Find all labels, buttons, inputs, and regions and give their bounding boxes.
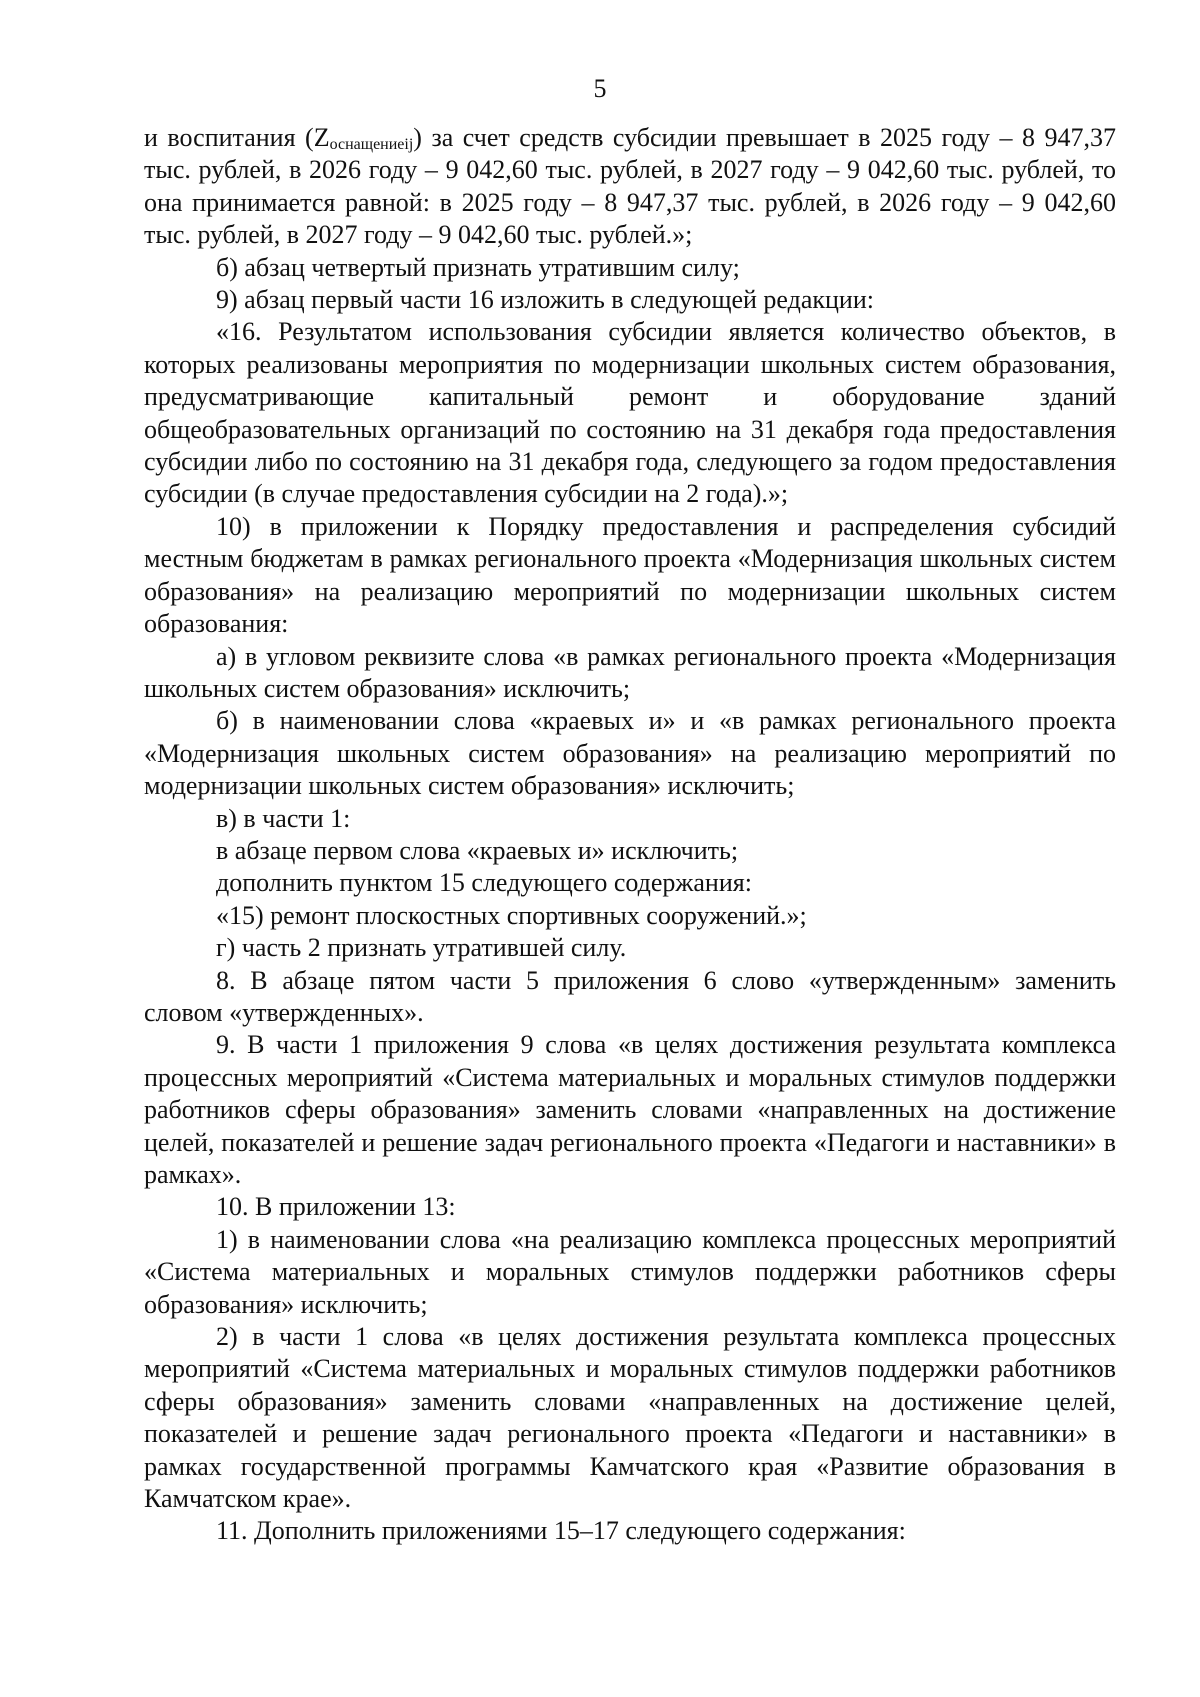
paragraph: 9) абзац первый части 16 изложить в следующей редакции:: [216, 285, 874, 315]
paragraph: в) в части 1:: [216, 803, 351, 833]
paragraph: в абзаце первом слова «краевых и» исключить;: [216, 835, 739, 865]
paragraph: 1) в наименовании слова «на реализацию комплекса процессных мероприятий «Система материальных и моральных стимулов поддержки работников сферы образования» исключить;: [144, 1224, 1116, 1319]
subscript-index: оснащениеij: [329, 136, 414, 153]
paragraph: б) в наименовании слова «краевых и» и «в рамках регионального проекта «Модернизация школьных систем образования» на реализацию мероприятий по модернизации школьных систем образования» исключить;: [144, 706, 1116, 801]
paragraph-text: ) за счет средств субсидии превышает в 2025 году – 8 947,37 тыс. рублей, в 2026 году – 9 042,60 тыс. рублей, в 2027 году – 9 042,60 тыс. рублей, то она принимается равной: в 2025 году – 8 947,37 тыс. рублей, в 2026 году – 9 042,60 тыс. рублей, в 2027 году – 9 042,60 тыс. рублей.»;: [144, 123, 1117, 250]
paragraph: 8. В абзаце пятом части 5 приложения 6 слово «утвержденным» заменить словом «утвержденных».: [144, 965, 1116, 1027]
paragraph: б) абзац четвертый признать утратившим силу;: [216, 252, 740, 282]
paragraph-text-start: и воспитания (Z: [144, 123, 330, 152]
paragraph: 10. В приложении 13:: [216, 1192, 456, 1222]
paragraph: 11. Дополнить приложениями 15–17 следующего содержания:: [216, 1516, 906, 1546]
paragraph: [144, 122, 1116, 252]
paragraph: а) в угловом реквизите слова «в рамках регионального проекта «Модернизация школьных систем образования» исключить;: [144, 641, 1116, 703]
paragraph: 10) в приложении к Порядку предоставления и распределения субсидий местным бюджетам в рамках регионального проекта «Модернизация школьных систем образования» на реализацию мероприятий по модернизации школьных систем образования:: [144, 511, 1116, 639]
paragraph: дополнить пунктом 15 следующего содержания:: [216, 868, 752, 898]
paragraph: «15) ремонт плоскостных спортивных сооружений.»;: [216, 900, 807, 930]
document-body: [144, 122, 1116, 1548]
paragraph: 9. В части 1 приложения 9 слова «в целях достижения результата комплекса процессных мероприятий «Система материальных и моральных стимулов поддержки работников сферы образования» заменить словами «направленных на достижение целей, показателей и решение задач регионального проекта «Педагоги и наставники» в рамках».: [144, 1030, 1116, 1189]
paragraph: г) часть 2 признать утратившей силу.: [216, 933, 627, 963]
paragraph: 2) в части 1 слова «в целях достижения результата комплекса процессных мероприятий «Система материальных и моральных стимулов поддержки работников сферы образования» заменить словами «направленных на достижение целей, показателей и решение задач регионального проекта «Педагоги и наставники» в рамках государственной программы Камчатского края «Развитие образования в Камчатском крае».: [144, 1322, 1116, 1514]
page-number: 5: [593, 74, 607, 103]
paragraph: «16. Результатом использования субсидии является количество объектов, в которых реализованы мероприятия по модернизации школьных систем образования, предусматривающие капитальный ремонт и оборудование зданий общеобразовательных организаций по состоянию на 31 декабря года предоставления субсидии либо по состоянию на 31 декабря года, следующего за годом предоставления субсидии (в случае предоставления субсидии на 2 года).»;: [144, 317, 1116, 509]
